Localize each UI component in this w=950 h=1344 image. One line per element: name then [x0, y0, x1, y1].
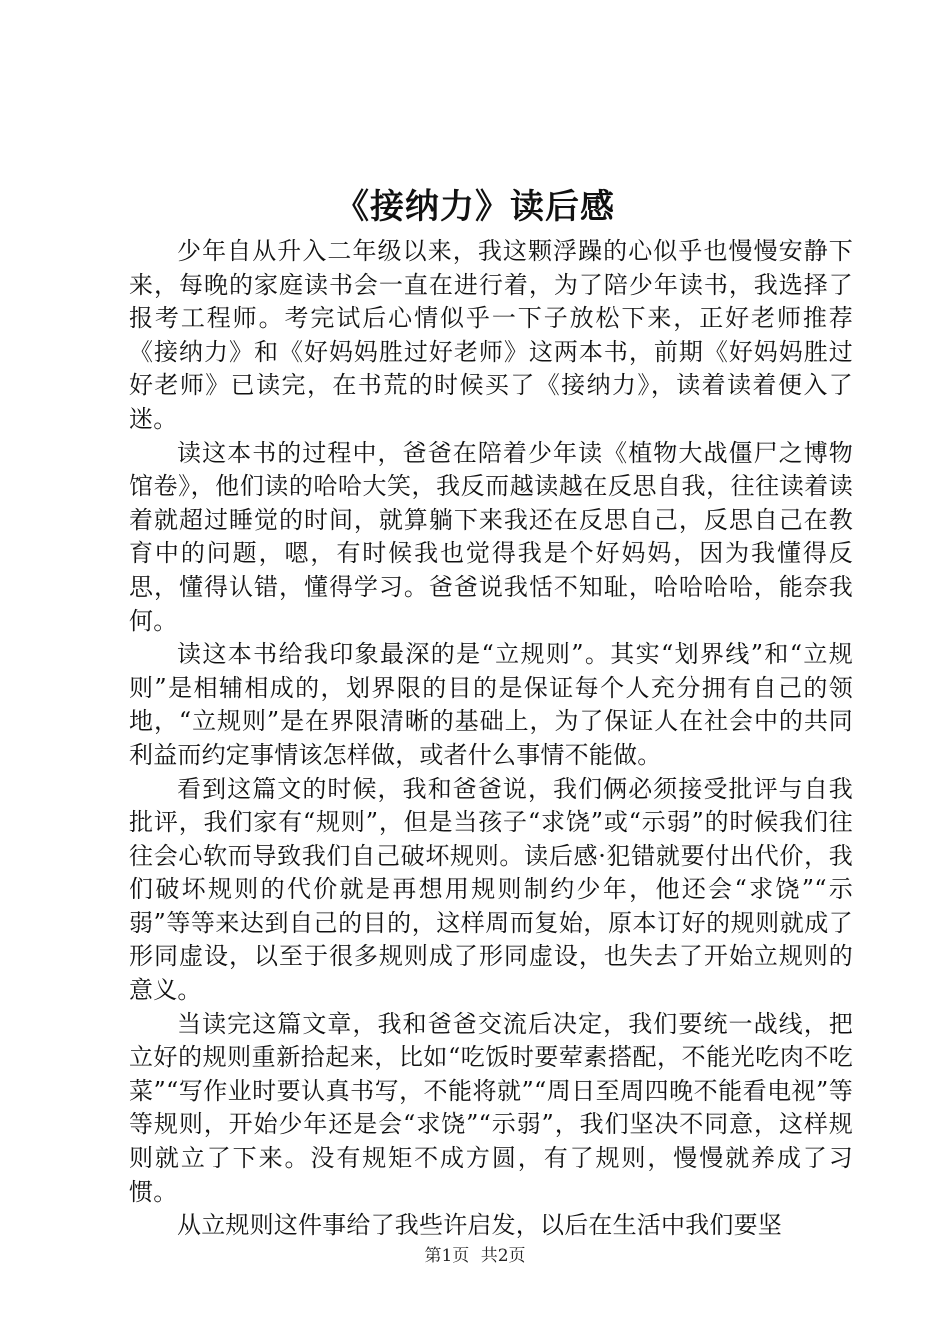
document-body: [129, 235, 853, 1243]
paragraph: 少年自从升入二年级以来，我这颗浮躁的心似乎也慢慢安静下来，每晚的家庭读书会一直在进行着，为了陪少年读书，我选择了报考工程师。考完试后心情似乎一下子放松下来，正好老师推荐《接纳力》和《好妈妈胜过好老师》这两本书，前期《好妈妈胜过好老师》已读完，在书荒的时候买了《接纳力》，读着读着便入了迷。: [129, 237, 853, 433]
document-title: 《接纳力》读后感: [335, 187, 615, 227]
page-number: 第1页: [424, 1246, 470, 1266]
page-total: 共2页: [480, 1246, 526, 1266]
paragraph: 读这本书给我印象最深的是“立规则”。其实“划界线”和“立规则”是相辅相成的，划界限的目的是保证每个人充分拥有自己的领地，“立规则”是在界限清晰的基础上，为了保证人在社会中的共同利益而约定事情该怎样做，或者什么事情不能做。: [129, 640, 853, 769]
paragraph: 从立规则这件事给了我些许启发，以后在生活中我们要坚: [177, 1211, 782, 1240]
paragraph: 看到这篇文的时候，我和爸爸说，我们俩必须接受批评与自我批评，我们家有“规则”，但是当孩子“求饶”或“示弱”的时候我们往往会心软而导致我们自己破坏规则。读后感·犯错就要付出代价，我们破坏规则的代价就是再想用规则制约少年，他还会“求饶”“示弱”等等来达到自己的目的，这样周而复始，原本订好的规则就成了形同虚设，以至于很多规则成了形同虚设，也失去了开始立规则的意义。: [129, 774, 853, 1005]
paragraph: 读这本书的过程中，爸爸在陪着少年读《植物大战僵尸之博物馆卷》，他们读的哈哈大笑，我反而越读越在反思自我，往往读着读着就超过睡觉的时间，就算躺下来我还在反思自己，反思自己在教育中的问题，嗯，有时候我也觉得我是个好妈妈，因为我懂得反思，懂得认错，懂得学习。爸爸说我恬不知耻，哈哈哈哈，能奈我何。: [129, 438, 853, 635]
page-footer: [0, 1244, 950, 1268]
paragraph: 当读完这篇文章，我和爸爸交流后决定，我们要统一战线，把立好的规则重新拾起来，比如“吃饭时要荤素搭配，不能光吃肉不吃菜”“写作业时要认真书写，不能将就”“周日至周四晚不能看电视”等等规则，开始少年还是会“求饶”“示弱”，我们坚决不同意，这样规则就立了下来。没有规矩不成方圆，有了规则，慢慢就养成了习惯。: [129, 1009, 853, 1206]
